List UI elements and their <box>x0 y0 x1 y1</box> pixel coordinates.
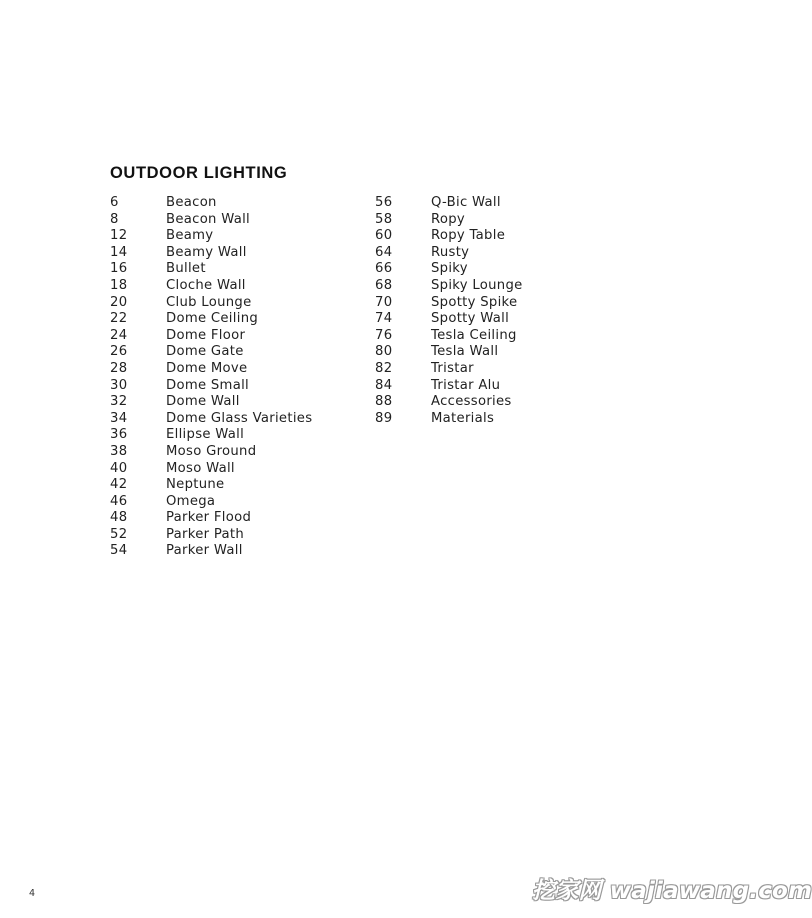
toc-page-number: 84 <box>375 377 393 393</box>
toc-entry-name: Rusty <box>431 244 470 260</box>
toc-entry-name: Tesla Ceiling <box>431 327 517 343</box>
toc-entry-name: Spotty Wall <box>431 311 510 327</box>
toc-entry <box>110 261 312 278</box>
toc-entry <box>110 527 312 544</box>
toc-entry-name: Spiky Lounge <box>431 277 523 293</box>
toc-entry <box>375 295 523 312</box>
toc-page-number: 52 <box>110 526 128 542</box>
toc-column-left <box>110 195 312 560</box>
toc-entry <box>375 261 523 278</box>
toc-page-number: 76 <box>375 327 393 343</box>
toc-page-number: 26 <box>110 344 128 360</box>
toc-entry-name: Cloche Wall <box>166 277 246 293</box>
toc-entry <box>110 344 312 361</box>
toc-page-number: 48 <box>110 510 128 526</box>
toc-entry-name: Dome Move <box>166 360 248 376</box>
toc-entry-name: Beamy <box>166 228 214 244</box>
toc-entry-name: Accessories <box>431 394 512 410</box>
section-title: OUTDOOR LIGHTING <box>110 164 288 182</box>
toc-entry-name: Club Lounge <box>166 294 252 310</box>
toc-page-number: 8 <box>110 211 119 227</box>
toc-entry <box>110 411 312 428</box>
toc-entry <box>110 245 312 262</box>
toc-entry-name: Dome Wall <box>166 394 240 410</box>
toc-page-number: 12 <box>110 228 128 244</box>
toc-page-number: 24 <box>110 327 128 343</box>
toc-entry <box>110 510 312 527</box>
toc-entry <box>375 228 523 245</box>
toc-entry-name: Tesla Wall <box>431 344 499 360</box>
toc-page-number: 89 <box>375 410 393 426</box>
toc-entry-name: Dome Ceiling <box>166 311 259 327</box>
toc-entry <box>375 378 523 395</box>
toc-entry-name: Parker Wall <box>166 543 243 559</box>
toc-page-number: 16 <box>110 261 128 277</box>
page-number: 4 <box>29 888 36 899</box>
toc-page-number: 74 <box>375 311 393 327</box>
watermark: 挖家网 wajiawang.com <box>532 878 812 904</box>
toc-entry-name: Ropy <box>431 211 466 227</box>
toc-entry <box>375 311 523 328</box>
toc-page-number: 58 <box>375 211 393 227</box>
toc-page-number: 54 <box>110 543 128 559</box>
toc-entry-name: Materials <box>431 410 495 426</box>
toc-entry <box>110 394 312 411</box>
toc-entry-name: Bullet <box>166 261 206 277</box>
toc-entry-name: Q-Bic Wall <box>431 195 501 210</box>
toc-entry-name: Moso Wall <box>166 460 235 476</box>
toc-entry <box>375 195 523 212</box>
toc-page-number: 82 <box>375 360 393 376</box>
toc-entry <box>375 411 523 428</box>
toc-column-right <box>375 195 523 427</box>
toc-entry <box>110 461 312 478</box>
toc-entry-name: Tristar Alu <box>431 377 501 393</box>
toc-entry <box>375 212 523 229</box>
toc-entry <box>110 427 312 444</box>
toc-entry-name: Parker Flood <box>166 510 252 526</box>
toc-entry-name: Dome Floor <box>166 327 246 343</box>
toc-entry <box>375 394 523 411</box>
toc-entry-name: Tristar <box>431 360 474 376</box>
toc-page-number: 46 <box>110 493 128 509</box>
toc-entry <box>375 278 523 295</box>
toc-page-number: 66 <box>375 261 393 277</box>
toc-page-number: 68 <box>375 277 393 293</box>
toc-entry-name: Beacon <box>166 195 217 210</box>
toc-page-number: 80 <box>375 344 393 360</box>
toc-page-number: 64 <box>375 244 393 260</box>
toc-entry <box>375 344 523 361</box>
toc-entry <box>110 543 312 560</box>
toc-entry <box>110 378 312 395</box>
toc-page-number: 56 <box>375 195 393 210</box>
toc-page-number: 30 <box>110 377 128 393</box>
toc-page-number: 28 <box>110 360 128 376</box>
toc-entry-name: Ropy Table <box>431 228 506 244</box>
toc-entry <box>110 228 312 245</box>
toc-entry-name: Beamy Wall <box>166 244 247 260</box>
toc-page-number: 40 <box>110 460 128 476</box>
toc-entry-name: Spiky <box>431 261 468 277</box>
toc-page-number: 32 <box>110 394 128 410</box>
toc-entry-name: Dome Small <box>166 377 250 393</box>
toc-page-number: 38 <box>110 443 128 459</box>
toc-entry <box>375 328 523 345</box>
toc-entry-name: Beacon Wall <box>166 211 251 227</box>
toc-entry <box>110 311 312 328</box>
toc-entry <box>110 278 312 295</box>
toc-page-number: 88 <box>375 394 393 410</box>
toc-entry <box>110 494 312 511</box>
toc-entry <box>110 444 312 461</box>
toc-entry <box>110 328 312 345</box>
toc-entry-name: Ellipse Wall <box>166 427 245 443</box>
toc-page-number: 18 <box>110 277 128 293</box>
toc-page-number: 20 <box>110 294 128 310</box>
toc-entry <box>110 195 312 212</box>
toc-page-number: 36 <box>110 427 128 443</box>
toc-entry-name: Dome Gate <box>166 344 244 360</box>
toc-page-number: 70 <box>375 294 393 310</box>
toc-entry <box>110 361 312 378</box>
toc-entry-name: Parker Path <box>166 526 245 542</box>
toc-page-number: 6 <box>110 195 119 210</box>
toc-entry <box>110 295 312 312</box>
toc-entry <box>110 477 312 494</box>
toc-entry-name: Omega <box>166 493 216 509</box>
toc-entry <box>375 245 523 262</box>
toc-entry-name: Neptune <box>166 477 225 493</box>
toc-entry-name: Dome Glass Varieties <box>166 410 313 426</box>
toc-entry-name: Spotty Spike <box>431 294 518 310</box>
toc-page-number: 22 <box>110 311 128 327</box>
toc-page-number: 14 <box>110 244 128 260</box>
toc-entry <box>375 361 523 378</box>
toc-page-number: 42 <box>110 477 128 493</box>
toc-entry <box>110 212 312 229</box>
toc-entry-name: Moso Ground <box>166 443 257 459</box>
toc-page-number: 60 <box>375 228 393 244</box>
toc-page-number: 34 <box>110 410 128 426</box>
